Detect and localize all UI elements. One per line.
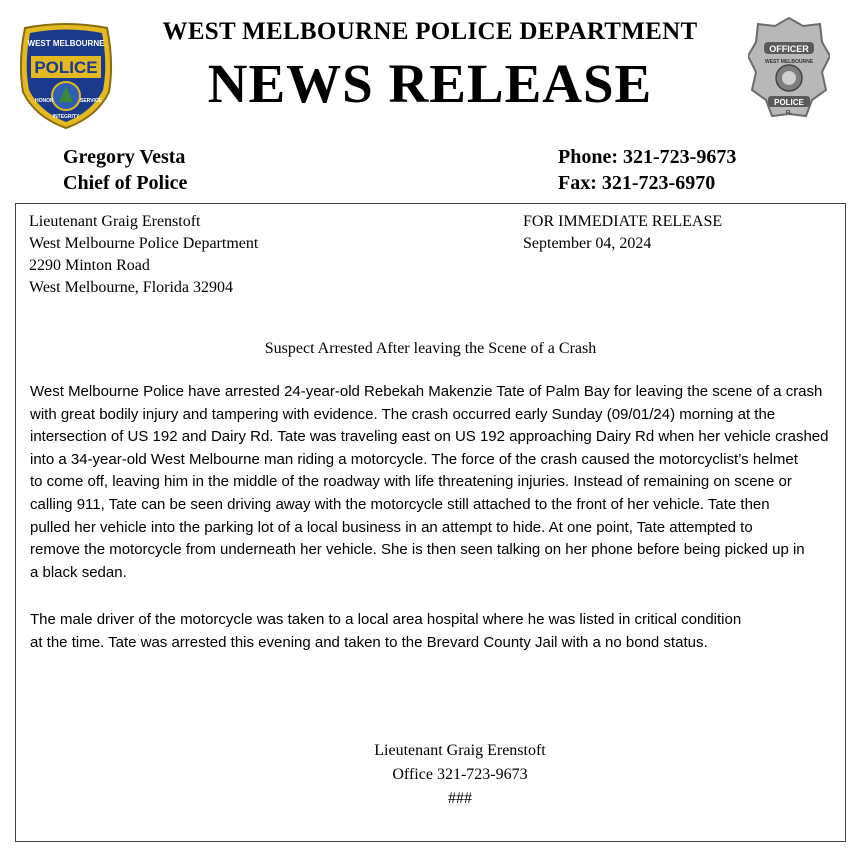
chief-title: Chief of Police xyxy=(63,172,188,194)
badge-ribbon-left: HONOR xyxy=(35,98,54,104)
release-headline: Suspect Arrested After leaving the Scene of a Crash xyxy=(264,340,597,357)
body-paragraph-1 xyxy=(30,381,842,584)
paragraph-line: with great bodily injury and tampering with evidence. The crash occurred early Sunday (09/01/24) morning at the xyxy=(30,405,776,423)
sender-street: 2290 Minton Road xyxy=(29,257,150,274)
chief-name: Gregory Vesta xyxy=(63,146,186,168)
paragraph-line: to come off, leaving him in the middle of the roadway with life threatening injuries. Instead of remaining on scene or xyxy=(30,473,792,491)
signature-office-phone: Office 321-723-9673 xyxy=(392,766,528,783)
paragraph-line: pulled her vehicle into the parking lot of a local business in an attempt to hide. At one point, Tate attempted to xyxy=(30,518,753,536)
paragraph-line: remove the motorcycle from underneath her vehicle. She is then seen talking on her phone before being picked up in xyxy=(30,541,805,559)
paragraph-line: a black sedan. xyxy=(30,563,127,581)
officer-badge-mid-text: WEST MELBOURNE xyxy=(764,59,814,65)
sender-city: West Melbourne, Florida 32904 xyxy=(29,279,234,296)
officer-badge-top-text: OFFICER xyxy=(769,44,809,54)
officer-star-badge-icon xyxy=(748,16,830,128)
paragraph-line: intersection of US 192 and Dairy Rd. Tate was traveling east on US 192 approaching Dairy Rd when her vehicle crashed xyxy=(30,428,829,446)
paragraph-line: The male driver of the motorcycle was taken to a local area hospital where he was listed in critical condition xyxy=(30,611,742,628)
officer-badge-bottom-text: POLICE xyxy=(774,98,804,107)
badge-top-text: WEST MELBOURNE xyxy=(27,39,105,48)
sender-department: West Melbourne Police Department xyxy=(29,235,259,252)
paragraph-line: into a 34-year-old West Melbourne man riding a motorcycle. The force of the crash caused the motorcyclist’s helmet xyxy=(30,450,798,468)
paragraph-line: West Melbourne Police have arrested 24-year-old Rebekah Makenzie Tate of Palm Bay for leaving the scene of a crash xyxy=(30,383,823,400)
release-date: September 04, 2024 xyxy=(523,235,652,252)
badge-ribbon-right: SERVICE xyxy=(80,98,102,104)
officer-badge-state-text: FL xyxy=(785,110,793,116)
release-label: FOR IMMEDIATE RELEASE xyxy=(523,213,723,230)
news-release-heading: NEWS RELEASE xyxy=(207,53,653,114)
end-of-release-mark: ### xyxy=(448,790,472,807)
paragraph-line: at the time. Tate was arrested this evening and taken to the Brevard County Jail with a no bond status. xyxy=(30,633,708,651)
fax-number: Fax: 321-723-6970 xyxy=(558,172,716,194)
signature-name: Lieutenant Graig Erenstoft xyxy=(374,742,546,759)
paragraph-line: calling 911, Tate can be seen driving away with the motorcycle still attached to the front of her vehicle. Tate then xyxy=(30,495,770,513)
body-paragraph-2 xyxy=(30,609,842,654)
department-title: WEST MELBOURNE POLICE DEPARTMENT xyxy=(162,18,698,45)
phone-number: Phone: 321-723-9673 xyxy=(558,146,737,168)
sender-name: Lieutenant Graig Erenstoft xyxy=(29,213,201,230)
badge-main-text: POLICE xyxy=(34,58,98,77)
police-shield-badge-icon xyxy=(17,22,115,130)
badge-ribbon-bottom: INTEGRITY xyxy=(52,114,80,120)
